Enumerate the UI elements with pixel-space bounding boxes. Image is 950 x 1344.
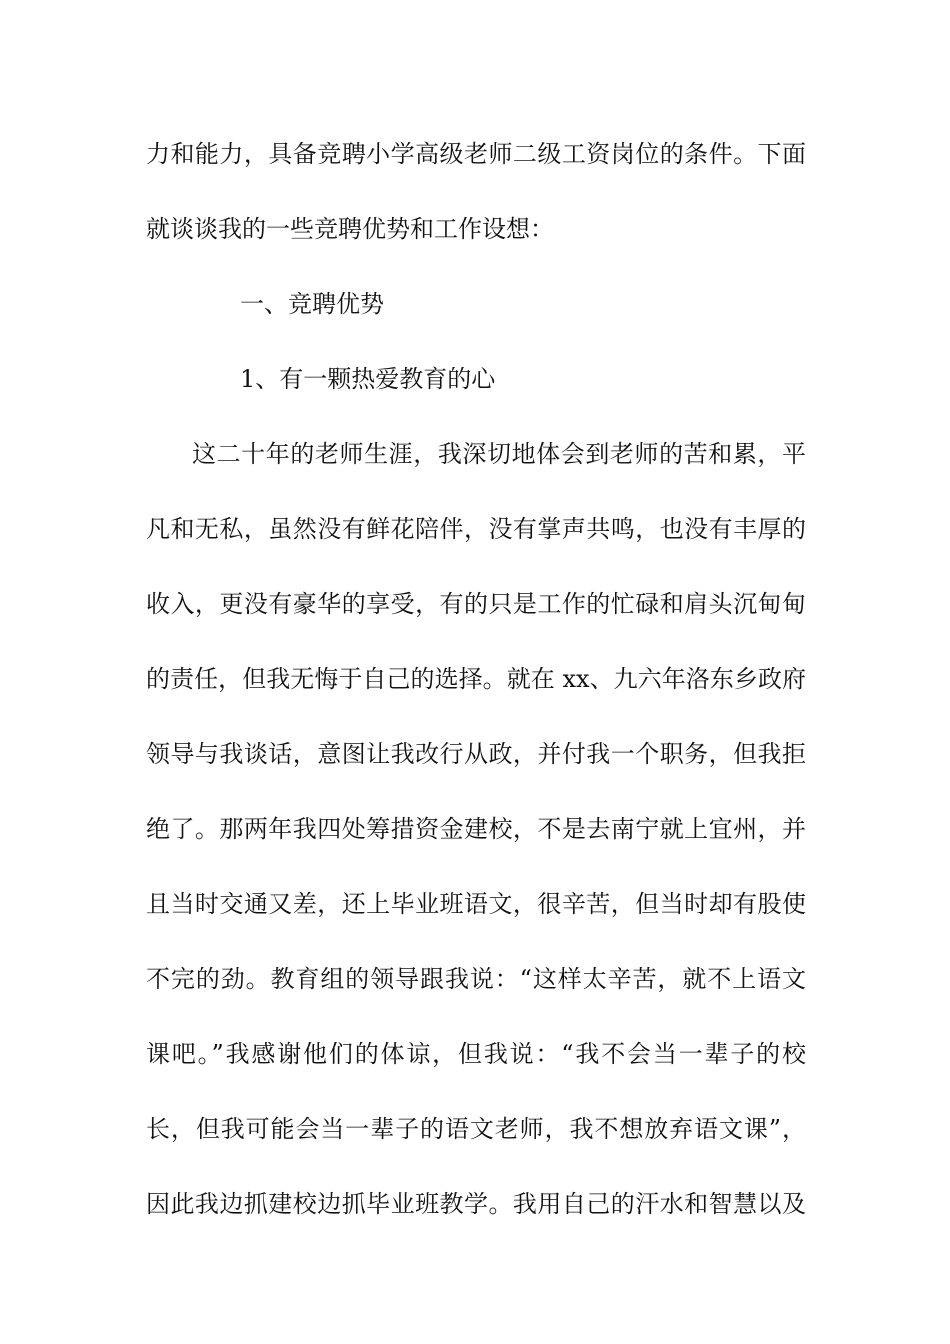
paragraph-line: 就谈谈我的一些竞聘优势和工作设想： (146, 215, 554, 243)
paragraph-line: 力和能力，具备竞聘小学高级老师二级工资岗位的条件。下面 (146, 140, 806, 168)
document-body (146, 130, 806, 1255)
paragraph-line: 长，但我可能会当一辈子的语文老师，我不想放弃语文课”， (146, 1115, 806, 1143)
section-heading: 一、竞聘优势 (240, 290, 384, 318)
paragraph-line: 课吧。”我感谢他们的体谅，但我说：“我不会当一辈子的校 (146, 1040, 806, 1068)
paragraph-line: 的责任，但我无悔于自己的选择。就在 xx、九六年洛东乡政府 (146, 665, 806, 693)
paragraph-line: 且当时交通又差，还上毕业班语文，很辛苦，但当时却有股使 (146, 890, 806, 918)
paragraph-line: 因此我边抓建校边抓毕业班教学。我用自己的汗水和智慧以及 (146, 1190, 806, 1218)
paragraph-line: 这二十年的老师生涯，我深切地体会到老师的苦和累，平 (192, 440, 806, 468)
subsection-heading: 1、有一颗热爱教育的心 (240, 365, 496, 393)
paragraph-line: 不完的劲。教育组的领导跟我说：“这样太辛苦，就不上语文 (146, 965, 806, 993)
paragraph-line: 凡和无私，虽然没有鲜花陪伴，没有掌声共鸣，也没有丰厚的 (146, 515, 806, 543)
paragraph-line: 收入，更没有豪华的享受，有的只是工作的忙碌和肩头沉甸甸 (146, 590, 806, 618)
paragraph-line: 领导与我谈话，意图让我改行从政，并付我一个职务，但我拒 (146, 740, 806, 768)
paragraph-line: 绝了。那两年我四处筹措资金建校，不是去南宁就上宜州，并 (146, 815, 806, 843)
